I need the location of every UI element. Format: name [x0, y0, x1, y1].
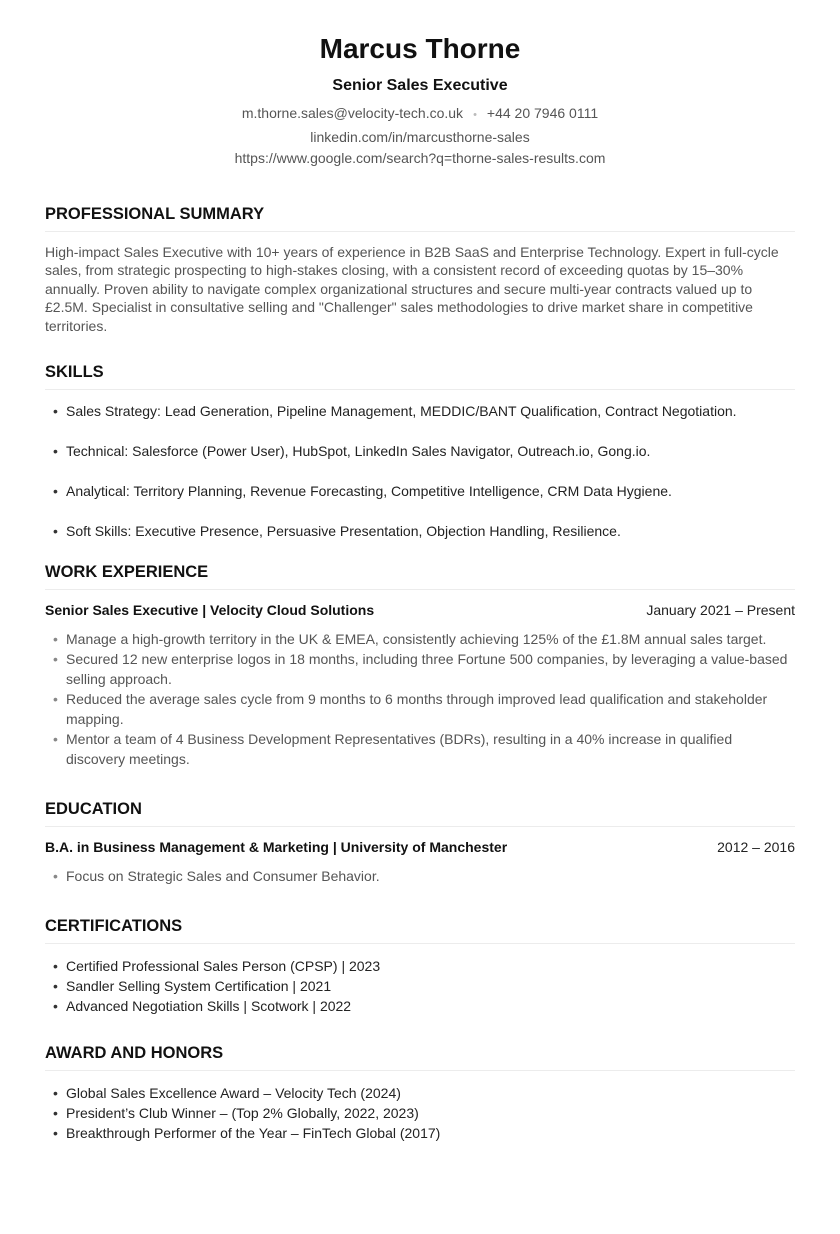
contact-info	[45, 103, 795, 170]
certification-item: • Advanced Negotiation Skills | Scotwork | 2022	[45, 996, 795, 1016]
candidate-name: Marcus Thorne	[319, 33, 521, 64]
achievement-item: • Mentor a team of 4 Business Development Representatives (BDRs), resulting in a 40% increase in qualified discovery meetings.	[45, 729, 795, 769]
skills-section	[45, 362, 795, 540]
summary-heading: PROFESSIONAL SUMMARY	[45, 204, 795, 232]
job-entry-header	[45, 602, 795, 618]
contact-separator: •	[473, 109, 477, 121]
candidate-title: Senior Sales Executive	[332, 77, 508, 94]
resume-header	[45, 0, 795, 170]
education-heading: EDUCATION	[45, 799, 795, 827]
degree-title: B.A. in Business Management & Marketing | University of Manchester	[45, 839, 508, 856]
certification-item: • Certified Professional Sales Person (CPSP) | 2023	[45, 956, 795, 976]
skills-heading: SKILLS	[45, 362, 795, 390]
education-entry-header	[45, 839, 795, 855]
award-item: • President’s Club Winner – (Top 2% Globally, 2022, 2023)	[45, 1103, 795, 1123]
website-link[interactable]: https://www.google.com/search?q=thorne-sales-results.com	[234, 150, 606, 166]
education-details	[45, 866, 795, 886]
skill-item: • Technical: Salesforce (Power User), HubSpot, LinkedIn Sales Navigator, Outreach.io, Gong.io.	[45, 442, 795, 460]
certification-item: • Sandler Selling System Certification | 2021	[45, 976, 795, 996]
awards-section	[45, 1043, 795, 1143]
job-dates: January 2021 – Present	[646, 602, 795, 619]
achievement-item: • Manage a high-growth territory in the UK & EMEA, consistently achieving 125% of the £1.8M annual sales target.	[45, 629, 795, 649]
education-dates: 2012 – 2016	[717, 839, 795, 856]
certifications-heading: CERTIFICATIONS	[45, 916, 795, 944]
contact-line-1	[45, 103, 795, 127]
certifications-section	[45, 916, 795, 1016]
phone-number: +44 20 7946 0111	[486, 105, 599, 121]
certifications-list	[45, 956, 795, 1016]
award-item: • Global Sales Excellence Award – Velocity Tech (2024)	[45, 1083, 795, 1103]
awards-heading: AWARD AND HONORS	[45, 1043, 795, 1071]
education-detail-item: • Focus on Strategic Sales and Consumer Behavior.	[45, 866, 795, 886]
awards-list	[45, 1083, 795, 1143]
skill-item: • Sales Strategy: Lead Generation, Pipeline Management, MEDDIC/BANT Qualification, Contract Negotiation.	[45, 402, 795, 420]
achievement-item: • Reduced the average sales cycle from 9 months to 6 months through improved lead qualification and stakeholder mapping.	[45, 689, 795, 729]
experience-heading: WORK EXPERIENCE	[45, 562, 795, 590]
job-role: Senior Sales Executive | Velocity Cloud Solutions	[45, 602, 375, 619]
skill-item: • Soft Skills: Executive Presence, Persuasive Presentation, Objection Handling, Resilience.	[45, 522, 795, 540]
experience-section	[45, 562, 795, 769]
award-item: • Breakthrough Performer of the Year – FinTech Global (2017)	[45, 1123, 795, 1143]
job-achievements	[45, 629, 795, 769]
skills-list	[45, 402, 795, 540]
email-link[interactable]: m.thorne.sales@velocity-tech.co.uk	[241, 105, 464, 121]
summary-text: High-impact Sales Executive with 10+ years of experience in B2B SaaS and Enterprise Technology. Expert in full-cycle sales, from strategic prospecting to high-stakes closing, with a consistent record of exceeding quotas by 15–30% annually. Proven ability to navigate complex organizational structures and secure multi-year contracts valued up to £2.5M. Specialist in consultative selling and "Challenger" sales methodologies to drive market share in competitive territories.	[45, 243, 779, 334]
skill-item: • Analytical: Territory Planning, Revenue Forecasting, Competitive Intelligence, CRM Data Hygiene.	[45, 482, 795, 500]
linkedin-link[interactable]: linkedin.com/in/marcusthorne-sales	[310, 128, 530, 145]
education-section	[45, 799, 795, 886]
summary-section	[45, 204, 795, 336]
achievement-item: • Secured 12 new enterprise logos in 18 months, including three Fortune 500 companies, by leveraging a value-based selling approach.	[45, 649, 795, 689]
